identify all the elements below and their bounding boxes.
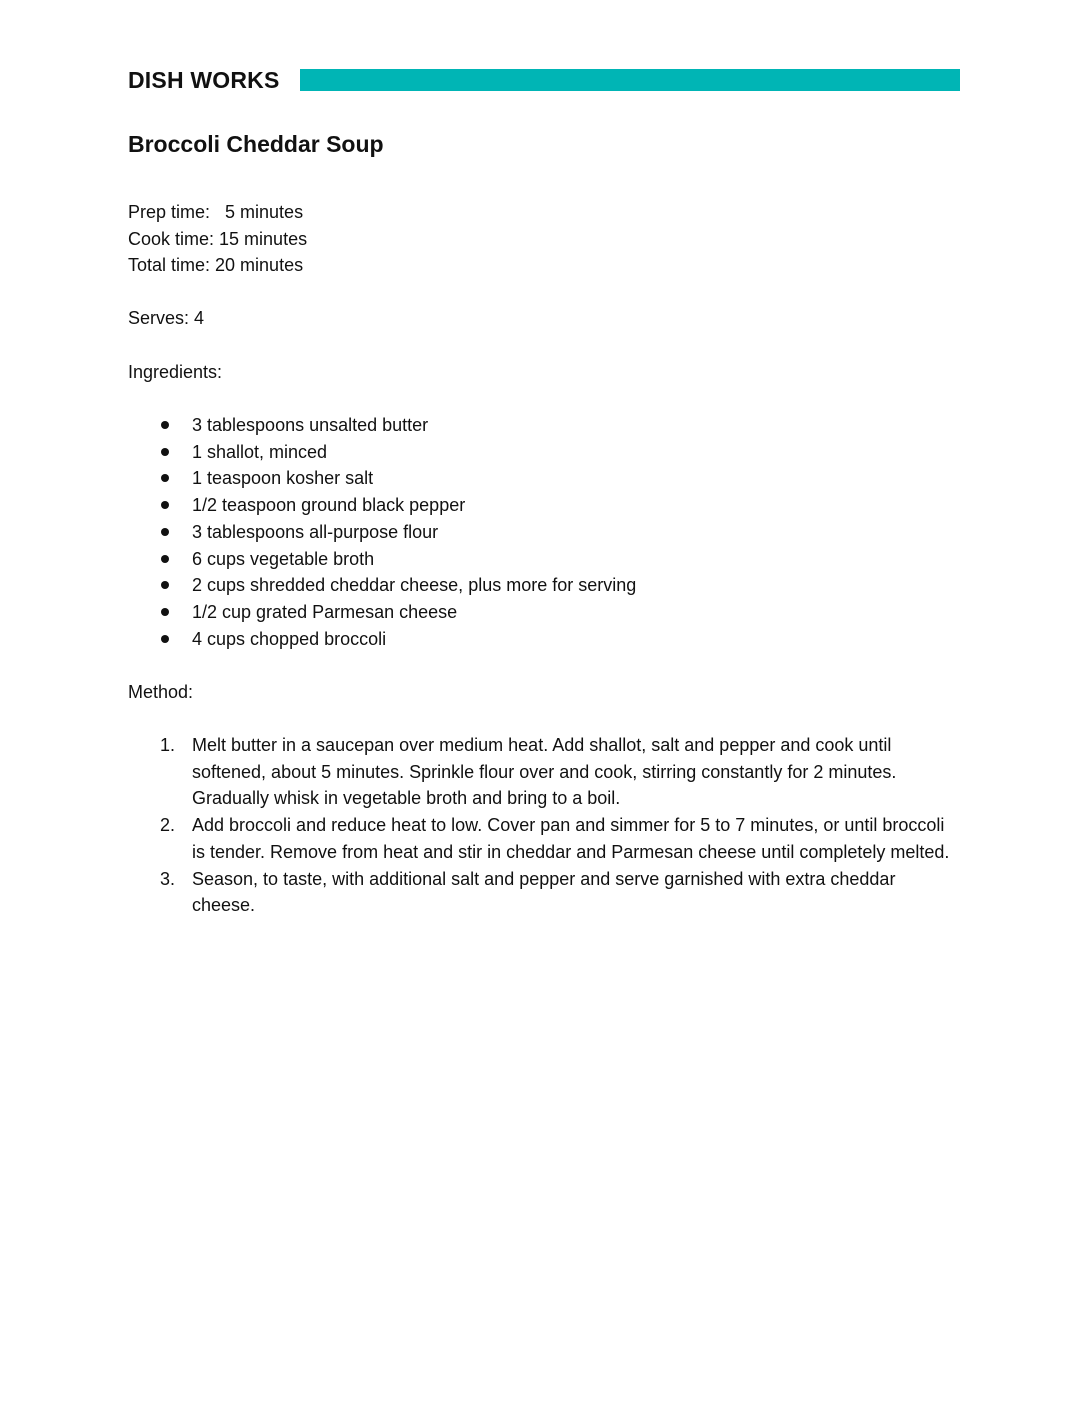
ingredient-text: 1 shallot, minced (192, 441, 328, 462)
ingredient-item (128, 572, 636, 599)
ingredient-text: 1/2 cup grated Parmesan cheese (192, 601, 458, 622)
bullet-icon (161, 448, 169, 456)
page-header (128, 66, 960, 94)
ingredient-item (128, 519, 636, 546)
method-step (128, 812, 960, 865)
step-number: 2. (160, 815, 176, 836)
ingredient-text: 3 tablespoons unsalted butter (192, 415, 429, 435)
time-info (128, 199, 307, 279)
ingredient-text: 2 cups shredded cheddar cheese, plus more for serving (192, 575, 637, 596)
ingredient-item (128, 465, 636, 492)
ingredient-text: 1 teaspoon kosher salt (192, 468, 374, 489)
ingredient-item (128, 546, 636, 573)
ingredient-text: 6 cups vegetable broth (192, 548, 375, 569)
accent-bar (300, 69, 960, 91)
ingredient-text: 4 cups chopped broccoli (192, 628, 387, 649)
cook-time: Cook time: 15 minutes (128, 228, 308, 249)
ingredients-heading: Ingredients: (128, 362, 223, 382)
ingredient-text: 1/2 teaspoon ground black pepper (192, 495, 466, 516)
method-step (128, 866, 960, 919)
prep-time: Prep time: 5 minutes (128, 202, 304, 222)
bullet-icon (161, 608, 169, 616)
ingredient-text: 3 tablespoons all-purpose flour (192, 521, 439, 542)
method-step (128, 732, 960, 812)
ingredient-item (128, 439, 636, 466)
serves-info: Serves: 4 (128, 308, 205, 328)
bullet-icon (161, 635, 169, 643)
step-number: 1. (160, 735, 176, 755)
step-text: Season, to taste, with additional salt and pepper and serve garnished with extra cheddar cheese. (192, 868, 896, 916)
step-number: 3. (160, 868, 176, 889)
bullet-icon (161, 581, 169, 589)
bullet-icon (161, 501, 169, 509)
ingredient-item (128, 599, 636, 626)
method-heading: Method: (128, 682, 194, 702)
ingredient-item (128, 492, 636, 519)
bullet-icon (161, 555, 169, 563)
total-time: Total time: 20 minutes (128, 255, 304, 276)
ingredient-item (128, 626, 636, 653)
ingredient-list (128, 412, 636, 652)
bullet-icon (161, 528, 169, 536)
recipe-title: Broccoli Cheddar Soup (128, 131, 384, 157)
brand-name: DISH WORKS (128, 67, 280, 93)
step-text: Melt butter in a saucepan over medium heat. Add shallot, salt and pepper and cook until softened, about 5 minutes. Sprinkle flour over and cook, stirring constantly for 2 minutes. Gradually whisk in vegetable broth and bring to a boil. (192, 735, 897, 809)
method-list (128, 732, 960, 919)
bullet-icon (161, 421, 169, 429)
ingredient-item (128, 412, 636, 439)
bullet-icon (161, 474, 169, 482)
step-text: Add broccoli and reduce heat to low. Cover pan and simmer for 5 to 7 minutes, or until broccoli is tender. Remove from heat and stir in cheddar and Parmesan cheese until completely melted. (192, 815, 950, 862)
